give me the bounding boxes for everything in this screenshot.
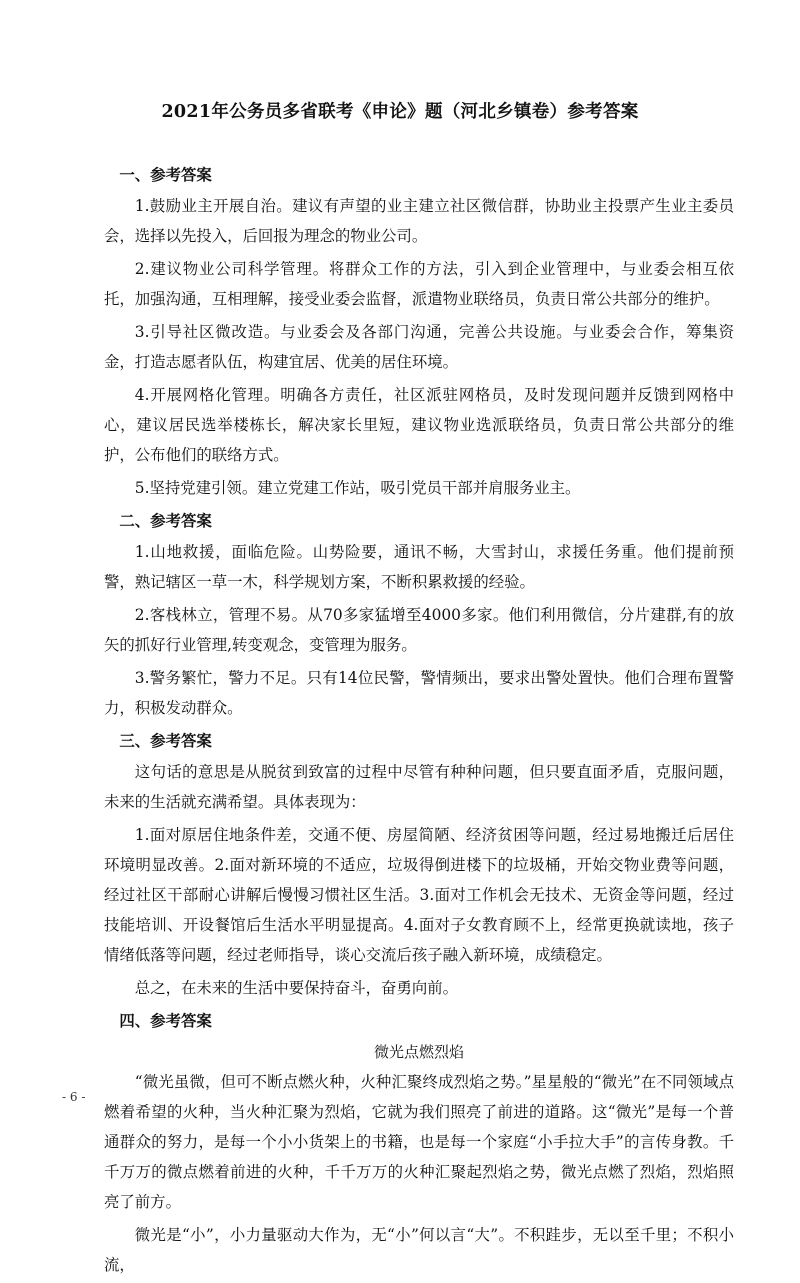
- paragraph: 3.警务繁忙，警力不足。只有14位民警，警情频出，要求出警处置快。他们合理布置警力，积极发动群众。: [104, 669, 734, 717]
- paragraph: 1.山地救援，面临危险。山势险要，通讯不畅，大雪封山，求援任务重。他们提前预警，熟记辖区一草一木，科学规划方案，不断积累救援的经验。: [104, 543, 734, 591]
- section-heading: 三、参考答案: [119, 732, 212, 750]
- document-body: [104, 160, 734, 1283]
- document-title: 2021年公务员多省联考《申论》题（河北乡镇卷）参考答案: [161, 102, 639, 122]
- paragraph: 2.建议物业公司科学管理。将群众工作的方法，引入到企业管理中，与业委会相互依托，加强沟通，互相理解，接受业委会监督，派遣物业联络员，负责日常公共部分的维护。: [104, 260, 734, 308]
- page-number: - 6 -: [62, 1090, 86, 1104]
- paragraph: 3.引导社区微改造。与业委会及各部门沟通，完善公共设施。与业委会合作，筹集资金，打造志愿者队伍，构建宜居、优美的居住环境。: [104, 323, 734, 371]
- paragraph: 1.面对原居住地条件差，交通不便、房屋简陋、经济贫困等问题，经过易地搬迁后居住环境明显改善。2.面对新环境的不适应，垃圾得倒进楼下的垃圾桶，开始交物业费等问题，经过社区干部耐心讲解后慢慢习惯社区生活。3.面对工作机会无技术、无资金等问题，经过技能培训、开设餐馆后生活水平明显提高。4.面对子女教育顾不上，经常更换就读地，孩子情绪低落等问题，经过老师指导，谈心交流后孩子融入新环境，成绩稳定。: [104, 826, 734, 964]
- paragraph: 总之，在未来的生活中要保持奋斗，奋勇向前。: [134, 979, 459, 997]
- essay-title: 微光点燃烈焰: [373, 1043, 464, 1061]
- section-heading: 一、参考答案: [119, 166, 212, 184]
- paragraph: 这句话的意思是从脱贫到致富的过程中尽管有种种问题，但只要直面矛盾，克服问题，未来的生活就充满希望。具体表现为：: [104, 763, 734, 811]
- paragraph: 4.开展网格化管理。明确各方责任，社区派驻网格员，及时发现问题并反馈到网格中心，建议居民选举楼栋长，解决家长里短，建议物业选派联络员，负责日常公共部分的维护，公布他们的联络方式。: [104, 386, 734, 464]
- section-heading: 二、参考答案: [119, 512, 212, 530]
- paragraph: 5.坚持党建引领。建立党建工作站，吸引党员干部并肩服务业主。: [134, 479, 581, 497]
- paragraph: 微光是“小”，小力量驱动大作为，无“小”何以言“大”。不积跬步，无以至千里；不积小流，: [104, 1226, 734, 1274]
- paragraph: 1.鼓励业主开展自治。建议有声望的业主建立社区微信群，协助业主投票产生业主委员会，选择以先投入，后回报为理念的物业公司。: [104, 197, 734, 245]
- paragraph: “微光虽微，但可不断点燃火种，火种汇聚终成烈焰之势。”星星般的“微光”在不同领域点燃着希望的火种，当火种汇聚为烈焰，它就为我们照亮了前进的道路。这“微光”是每一个普通群众的努力，是每一个小小货架上的书籍，也是每一个家庭“小手拉大手”的言传身教。千千万万的微点燃着前进的火种，千千万万的火种汇聚起烈焰之势，微光点燃了烈焰，烈焰照亮了前方。: [104, 1073, 734, 1211]
- section-heading: 四、参考答案: [119, 1012, 212, 1030]
- paragraph: 2.客栈林立，管理不易。从70多家猛增至4000多家。他们利用微信，分片建群,有的放矢的抓好行业管理,转变观念，变管理为服务。: [104, 606, 734, 654]
